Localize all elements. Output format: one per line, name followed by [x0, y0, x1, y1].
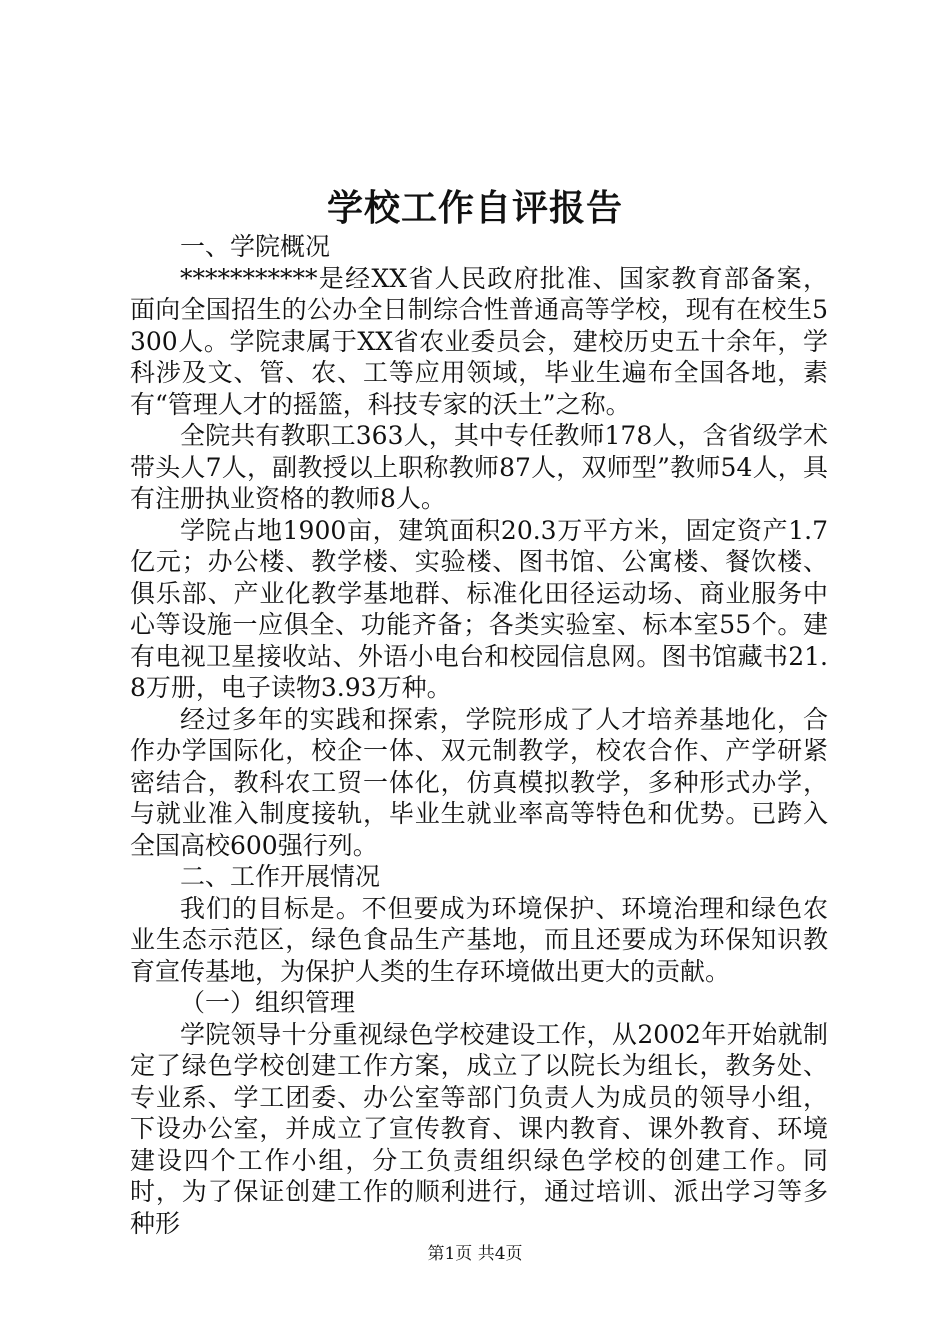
document-body — [130, 231, 828, 1239]
body-paragraph: 我们的目标是。不但要成为环境保护、环境治理和绿色农业生态示范区，绿色食品生产基地，而且还要成为环保知识教育宣传基地，为保护人类的生存环境做出更大的贡献。 — [130, 893, 828, 986]
section-heading: 一、学院概况 — [180, 232, 331, 261]
document-title: 学校工作自评报告 — [326, 187, 623, 229]
body-paragraph: 学院占地1900亩，建筑面积20.3万平方米，固定资产1.7亿元；办公楼、教学楼、实验楼、图书馆、公寓楼、餐饮楼、俱乐部、产业化教学基地群、标准化田径运动场、商业服务中心等设施一应俱全、功能齐备；各类实验室、标本室55个。建有电视卫星接收站、外语小电台和校园信息网。图书馆藏书21.8万册，电子读物3.93万种。 — [130, 515, 828, 702]
body-paragraph: 学院领导十分重视绿色学校建设工作，从2002年开始就制定了绿色学校创建工作方案，成立了以院长为组长，教务处、专业系、学工团委、办公室等部门负责人为成员的领导小组，下设办公室，并成立了宣传教育、课内教育、课外教育、环境建设四个工作小组，分工负责组织绿色学校的创建工作。同时，为了保证创建工作的顺利进行，通过培训、派出学习等多种形 — [130, 1019, 828, 1238]
subsection-heading: （一）组织管理 — [180, 988, 356, 1017]
section-heading: 二、工作开展情况 — [180, 862, 381, 891]
page-footer: 第1页 共4页 — [427, 1244, 523, 1264]
body-paragraph: 经过多年的实践和探索，学院形成了人才培养基地化，合作办学国际化，校企一体、双元制教学，校农合作、产学研紧密结合，教科农工贸一体化，仿真模拟教学，多种形式办学，与就业准入制度接轨，毕业生就业率高等特色和优势。已跨入全国高校600强行列。 — [130, 704, 828, 860]
body-paragraph: 全院共有教职工363人，其中专任教师178人，含省级学术带头人7人，副教授以上职称教师87人，双师型”教师54人，具有注册执业资格的教师8人。 — [130, 421, 828, 513]
body-paragraph: ***********是经XX省人民政府批准、国家教育部备案，面向全国招生的公办全日制综合性普通高等学校，现有在校生5300人。学院隶属于XX省农业委员会，建校历史五十余年，学科涉及文、管、农、工等应用领域，毕业生遍布全国各地，素有“管理人才的摇篮，科技专家的沃土”之称。 — [130, 263, 828, 419]
